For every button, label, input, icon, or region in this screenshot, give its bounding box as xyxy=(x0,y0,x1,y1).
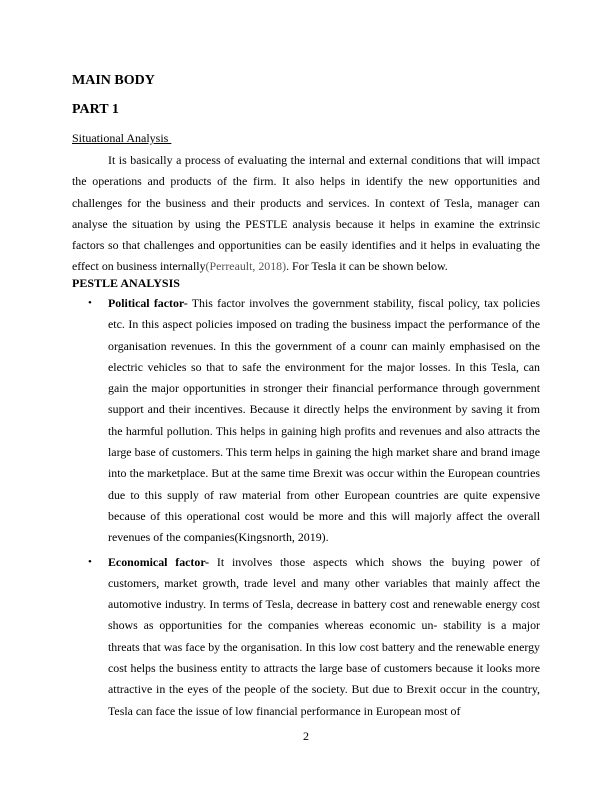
pestle-list xyxy=(0,293,612,725)
political-factor-title: Political factor- xyxy=(108,296,188,310)
economical-factor-title: Economical factor- xyxy=(108,554,210,569)
intro-citation: (Perreault, 2018) xyxy=(205,259,287,274)
part-heading: PART 1 xyxy=(72,102,119,117)
page-number: 2 xyxy=(303,729,309,743)
intro-tail: . For Tesla it can be shown below. xyxy=(286,259,448,274)
economical-factor-text: It involves those aspects which shows the buying power of customers, market growth, trade level and many other variables that mainly affect the automotive industry. In terms of Tesla, decrease in battery cost and renewable energy cost shows as opportunities for the companies whereas economic un- stability is a major threats that was face by the organisation. In this low cost battery and the renewable energy cost helps the business entity to attracts the large base of customers because it looks more attractive in the eyes of the people of the society. But due to Brexit occur in the country, Tesla can face the issue of low financial performance in European most of xyxy=(108,554,540,718)
list-item-economical xyxy=(88,552,540,722)
bullet-icon: • xyxy=(88,297,92,309)
list-item-political xyxy=(88,293,541,549)
intro-paragraph xyxy=(72,150,540,278)
pestle-heading: PESTLE ANALYSIS xyxy=(72,276,180,290)
intro-text: It is basically a process of evaluating the internal and external conditions that will impact the operations and products of the firm. It also helps in identify the new opportunities and challenges for the business and their products and services. In context of Tesla, manager can analyse the situation by using the PESTLE analysis because it helps in examine the extrinsic factors so that challenges and opportunities can be easily identifies and it helps in evaluating the effect on business internally xyxy=(72,153,540,274)
main-body-heading: MAIN BODY xyxy=(72,73,155,88)
bullet-icon: • xyxy=(88,555,92,568)
situational-analysis-heading: Situational Analysis xyxy=(72,131,172,145)
political-factor-text: This factor involves the government stability, fiscal policy, tax policies etc. In this aspect policies imposed on trading the business impact the performance of the organisation revenues. In this the government of a counr can mainly emphasised on the electric vehicles so that to safe the environment for the major losses. In this Tesla, can gain the major opportunities in stronger their financial performance through government support and their incentives. Because it directly helps the environment by saving it from the harmful pollution. This helps in gaining high profits and revenues and also attracts the large base of customers. This term helps in gaining the high market share and brand image into the marketplace. But at the same time Brexit was occur within the European countries due to this supply of raw material from other European countries are quite expensive because of this operational cost would be more and this will majorly affect the overall revenues of the companies(Kingsnorth, 2019). xyxy=(108,296,541,545)
